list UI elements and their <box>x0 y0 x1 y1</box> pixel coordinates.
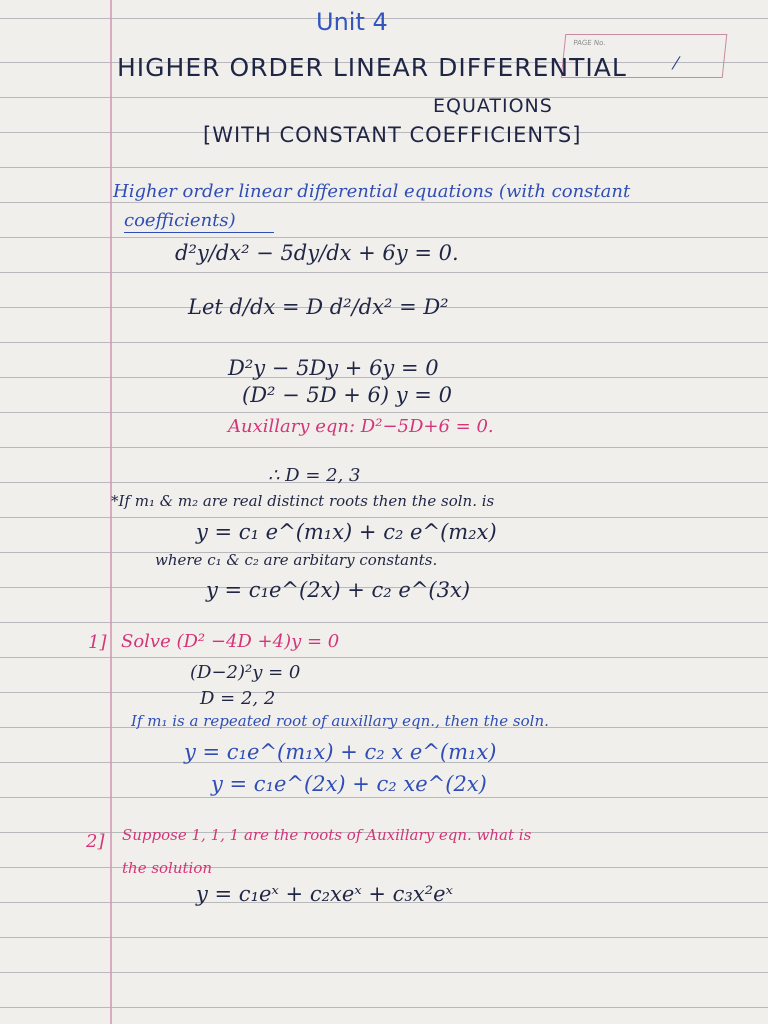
page-number-slash: / <box>672 53 680 72</box>
rule-1-line-3: where c₁ & c₂ are arbitary constants. <box>155 551 438 569</box>
question-2-number: 2] <box>86 831 105 852</box>
title-line-2: EQUATIONS <box>433 95 553 117</box>
page-number-label: PAGE No. <box>572 39 606 47</box>
roots-result: ∴ D = 2, 3 <box>268 465 361 486</box>
title-line-3: [WITH CONSTANT COEFFICIENTS] <box>203 123 582 147</box>
title-line-1: HIGHER ORDER LINEAR DIFFERENTIAL <box>117 53 627 82</box>
question-1-number: 1] <box>88 632 107 653</box>
question-1-step-2: D = 2, 2 <box>200 688 276 709</box>
let-line: Let d/dx = D d²/dx² = D² <box>188 295 449 319</box>
rule-2-line-3: y = c₁e^(2x) + c₂ xe^(2x) <box>211 772 487 796</box>
equation-1: d²y/dx² − 5dy/dx + 6y = 0. <box>175 241 459 265</box>
intro-line-1: Higher order linear differential equations (with constant <box>113 181 631 202</box>
rule-1-line-4: y = c₁e^(2x) + c₂ e^(3x) <box>206 578 471 602</box>
question-2-line-2: the solution <box>122 859 213 877</box>
margin-line <box>110 0 112 1024</box>
intro-line-2: coefficients) <box>124 210 236 231</box>
rule-2-line-1: If m₁ is a repeated root of auxillary eqn., then the soln. <box>131 712 549 730</box>
rule-1-line-2: y = c₁ e^(m₁x) + c₂ e^(m₂x) <box>196 520 497 544</box>
auxiliary-equation: Auxillary eqn: D²−5D+6 = 0. <box>228 416 494 437</box>
equation-2: D²y − 5Dy + 6y = 0 <box>228 356 439 380</box>
rule-2-line-2: y = c₁e^(m₁x) + c₂ x e^(m₁x) <box>184 740 497 764</box>
unit-heading: Unit 4 <box>316 8 388 36</box>
question-2-line-1: Suppose 1, 1, 1 are the roots of Auxillary eqn. what is <box>122 826 532 844</box>
question-1-step-1: (D−2)²y = 0 <box>190 662 301 683</box>
question-2-answer: y = c₁eˣ + c₂xeˣ + c₃x²eˣ <box>196 882 453 906</box>
rule-1-line-1: *If m₁ & m₂ are real distinct roots then the soln. is <box>111 492 495 510</box>
intro-underline <box>124 232 274 233</box>
equation-3: (D² − 5D + 6) y = 0 <box>242 383 452 407</box>
question-1-text: Solve (D² −4D +4)y = 0 <box>121 631 340 652</box>
